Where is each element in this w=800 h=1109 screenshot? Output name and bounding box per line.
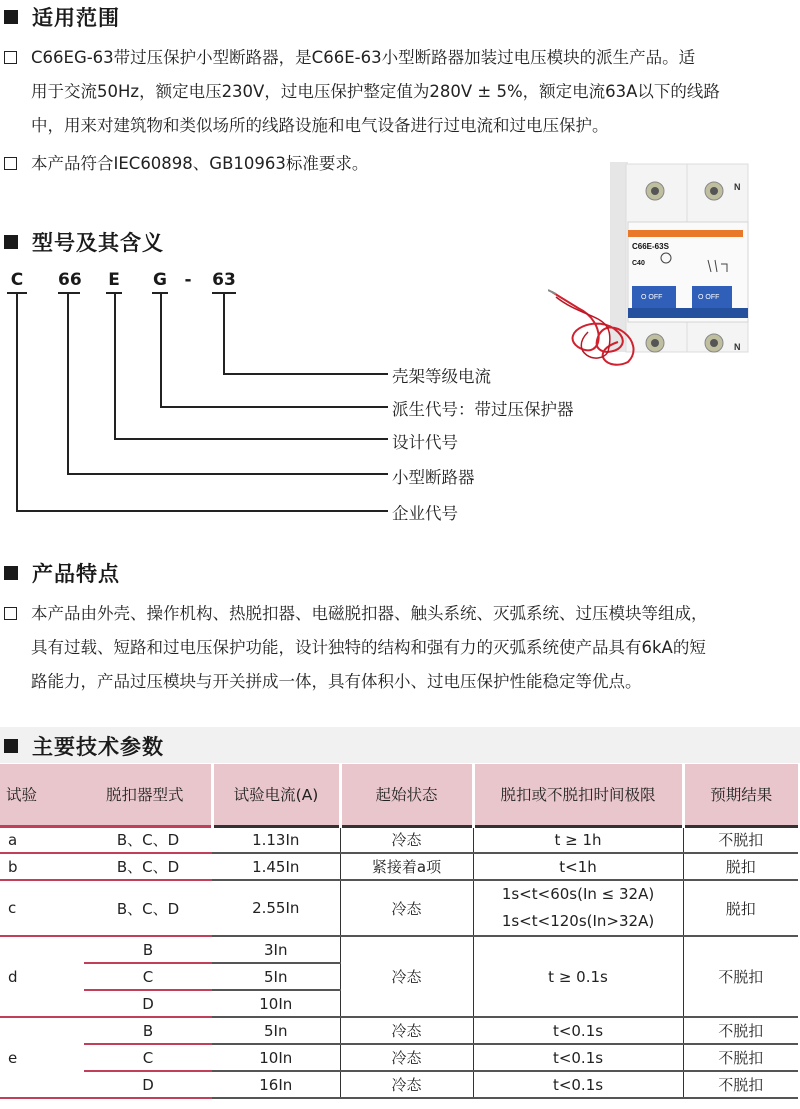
meaning-frame-current: 壳架等级电流 (392, 367, 491, 386)
connector-line (16, 293, 18, 512)
model-code-g: G (152, 270, 168, 294)
header-time-limit: 脱扣或不脱扣时间极限 (473, 764, 683, 826)
svg-text:C66E-63S: C66E-63S (632, 242, 669, 251)
table-row: C 10In 冷态 t<0.1s 不脱扣 (0, 1044, 798, 1071)
bullet-square-icon (4, 566, 18, 580)
header-initial-state: 起始状态 (340, 764, 473, 826)
table-row: c B、C、D 2.55In 冷态 1s<t<60s(In ≤ 32A) 1s<t<120s(In>32A) 脱扣 (0, 880, 798, 936)
header-expected-result: 预期结果 (683, 764, 798, 826)
section-title-scope: 适用范围 (4, 2, 120, 32)
model-code-66: 66 (58, 270, 80, 294)
scope-paragraph-2: 本产品符合IEC60898、GB10963标准要求。 (4, 147, 800, 181)
model-code-e: E (106, 270, 122, 294)
table-row: e B 5In 冷态 t<0.1s 不脱扣 (0, 1017, 798, 1044)
table-row: d B 3In 冷态 t ≥ 0.1s 不脱扣 (0, 936, 798, 963)
table-row: a B、C、D 1.13In 冷态 t ≥ 1h 不脱扣 (0, 826, 798, 853)
meaning-mcb: 小型断路器 (392, 468, 475, 487)
connector-line (16, 510, 388, 512)
header-trip-type: 脱扣器型式 (84, 764, 212, 826)
connector-line (160, 293, 162, 408)
table-row: b B、C、D 1.45In 紧接着a项 t<1h 脱扣 (0, 853, 798, 880)
product-image-circuit-breaker (548, 162, 778, 372)
table-row: C 5In (0, 963, 798, 990)
table-row: D 10In (0, 990, 798, 1017)
checkbox-bullet-icon (4, 157, 17, 170)
svg-text:O OFF: O OFF (698, 294, 720, 301)
section-title-model: 型号及其含义 (4, 227, 164, 257)
table-row: D 16In 冷态 t<0.1s 不脱扣 (0, 1071, 798, 1098)
bullet-square-icon (4, 10, 18, 24)
svg-text:N: N (734, 182, 741, 192)
table-header-row (0, 764, 798, 826)
meaning-derivative-code: 派生代号：带过压保护器 (392, 400, 574, 419)
connector-line (114, 293, 116, 440)
svg-text:O OFF: O OFF (641, 294, 663, 301)
section-title-features: 产品特点 (4, 558, 120, 588)
specs-table (0, 764, 798, 1099)
section-title-specs: 主要技术参数 (4, 731, 164, 761)
model-code-63: 63 (212, 270, 236, 294)
connector-line (160, 406, 388, 408)
svg-text:N: N (734, 342, 741, 352)
scope-paragraph-1: C66EG-63带过压保护小型断路器，是C66E-63小型断路器加装过电压模块的派生产品。适 用于交流50Hz，额定电压230V，过电压保护整定值为280V ± 5%，额定电流63A以下的线路 中，用来对建筑物和类似场所的线路设施和电气设备进行过电流和过电压保护。 (4, 41, 800, 143)
meaning-design-code: 设计代号 (392, 433, 458, 452)
header-test: 试验 (0, 764, 84, 826)
connector-line (67, 293, 69, 475)
checkbox-bullet-icon (4, 51, 17, 64)
model-code-dash: - (184, 270, 192, 290)
connector-line (114, 438, 388, 440)
connector-line (223, 373, 388, 375)
checkbox-bullet-icon (4, 607, 17, 620)
connector-line (67, 473, 388, 475)
model-code-c: C (7, 270, 27, 294)
bullet-square-icon (4, 235, 18, 249)
svg-text:C40: C40 (632, 260, 645, 267)
features-paragraph: 本产品由外壳、操作机构、热脱扣器、电磁脱扣器、触头系统、灭弧系统、过压模块等组成， 具有过载、短路和过电压保护功能，设计独特的结构和强有力的灭弧系统使产品具有6kA的短 路能力，产品过压模块与开关拼成一体，具有体积小、过电压保护性能稳定等优点。 (4, 597, 800, 699)
bullet-square-icon (4, 739, 18, 753)
meaning-company-code: 企业代号 (392, 504, 458, 523)
header-test-current: 试验电流(A) (212, 764, 340, 826)
connector-line (223, 293, 225, 375)
